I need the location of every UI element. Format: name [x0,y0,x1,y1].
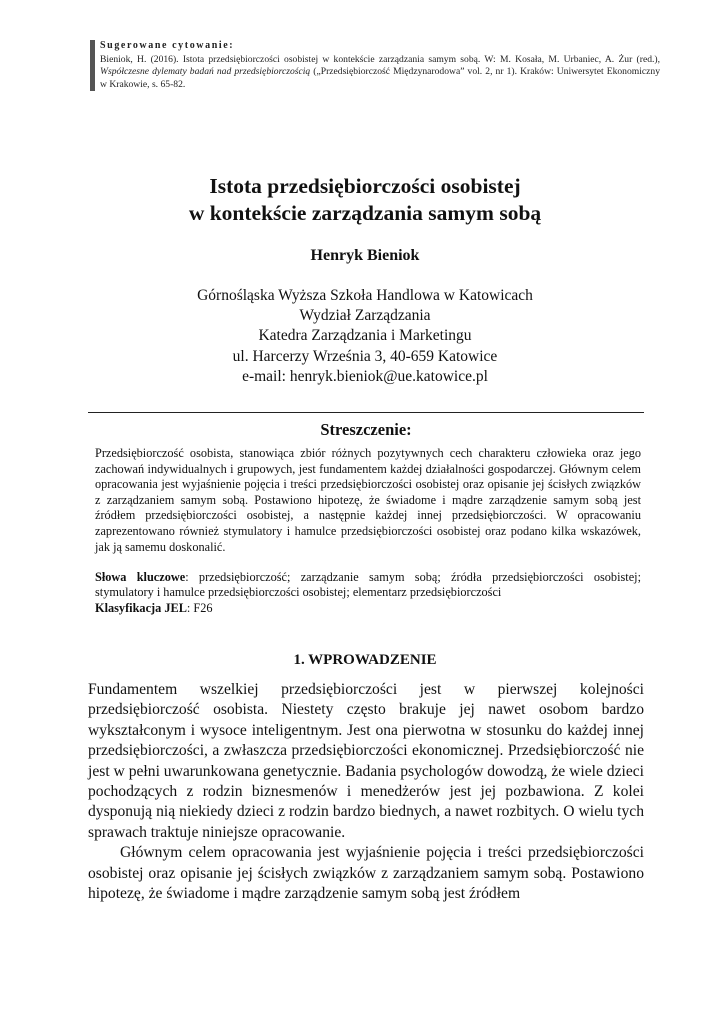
citation-text-post: („Przedsiębiorczość Międzynarodowa” vol. 2, nr 1). Kraków: Uniwersytet Ekonomiczny w Krakowie, s. 65-82. [100,66,660,90]
abstract-text: Przedsiębiorczość osobista, stanowiąca zbiór różnych pozytywnych cech charakteru człowieka oraz jego zachowań indywidualnych i grupowych, jest fundamentem każdej działalności gospodarczej. Głównym celem opracowania jest wyjaśnienie pojęcia i treści przedsiębiorczości osobistej oraz opisanie jej ścisłych związków z zarządzaniem samym sobą. Postawiono hipotezę, że świadome i mądre zarządzenie samym sobą jest źródłem przedsiębiorczości osobistej, a następnie każdej innej przedsiębiorczości. W opracowaniu zaprezentowano również stymulatory i hamulce przedsiębiorczości osobistej oraz podano kilka wskazówek, jak ją samemu doskonalić. [95,446,641,554]
keywords-text: : przedsiębiorczość; zarządzanie samym sobą; źródła przedsiębiorczości osobistej; stymulatory i hamulce przedsiębiorczości osobistej; elementarz przedsiębiorczości [95,570,641,600]
jel-label: Klasyfikacja JEL [95,600,187,615]
jel-text: : F26 [186,600,213,615]
affiliation-faculty: Wydział Zarządzania [299,307,431,325]
citation-heading: Sugerowane cytowanie: [100,40,235,51]
paper-title-line-1: Istota przedsiębiorczości osobistej [209,174,521,198]
suggested-citation [90,40,660,91]
citation-text [100,54,660,92]
paper-title-line-2: w kontekście zarządzania samym sobą [188,201,542,225]
citation-book-title: Współczesne dylematy badań nad przedsiębiorczością [100,66,311,78]
paper-title [60,173,670,227]
author-name: Henryk Bieniok [310,247,420,264]
abstract-heading: Streszczenie: [320,420,412,439]
keywords-label: Słowa kluczowe [95,570,186,584]
body-paragraph-2: Głównym celem opracowania jest wyjaśnienie pojęcia i treści przedsiębiorczości osobistej oraz opisanie jej ścisłych związków z zarządzaniem samym sobą. Postawiono hipotezę, że świadome i mądre zarządzenie samym sobą jest źródłem [88,844,644,903]
section-heading: 1. WPROWADZENIE [293,652,437,668]
affiliation-university: Górnośląska Wyższa Szkoła Handlowa w Katowicach [197,287,533,304]
jel-row [95,601,641,616]
author-affiliation [60,286,670,387]
divider-rule [88,412,644,413]
keywords-row [95,570,641,601]
citation-text-pre: Bieniok, H. (2016). Istota przedsiębiorczości osobistej w kontekście zarządzania samym sobą. W: M. Kosała, M. Urbaniec, A. Żur (red.), [100,53,660,65]
affiliation-department: Katedra Zarządzania i Marketingu [258,327,472,345]
body-text [88,680,644,904]
affiliation-email: e-mail: henryk.bieniok@ue.katowice.pl [242,367,488,385]
keywords-block [95,570,641,616]
body-paragraph-1: Fundamentem wszelkiej przedsiębiorczości jest w pierwszej kolejności przedsiębiorczość osobista. Niestety często brakuje jej nawet osobom bardzo wykształconym i wysoce inteligentnym. Jest ona pierwotna w stosunku do każdej innej przedsiębiorczości, a zwłaszcza przedsiębiorczości ekonomicznej. Przedsiębiorczość nie jest w pełni uwarunkowana genetycznie. Badania psychologów dowodzą, że wiele dzieci pochodzących z rodzin biznesmenów i menedżerów jest jej pozbawiona. Z kolei dysponują nią niekiedy dzieci z rodzin bardzo biednych, a nawet rozbitych. O wielu tych sprawach traktuje niniejsze opracowanie. [88,681,644,841]
affiliation-address: ul. Harcerzy Września 3, 40-659 Katowice [232,347,498,365]
